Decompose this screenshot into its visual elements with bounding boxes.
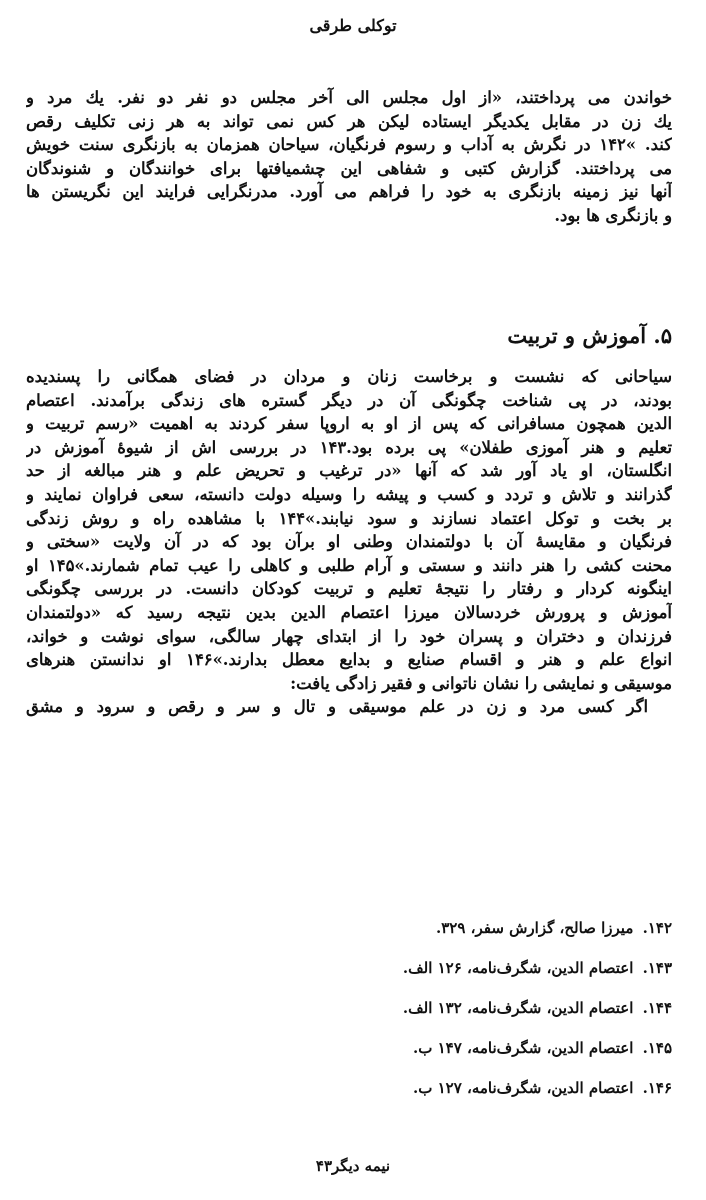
text-line: انواع علم و هنر و اقسام صنایع و بدایع معطل بدارند.»۱۴۶ او ندانستن هنرهای: [26, 650, 672, 670]
text-line: محنت کشی را هنر دانند و سستی و آرام طلبی و کاهلی را عیب تمام شمارند.»۱۴۵ او: [26, 555, 672, 575]
footnote-text: اعتصام الدین، شگرف‌نامه، ۱۲۶ الف.: [402, 959, 634, 977]
text-line: بر بخت و توکل اعتماد نسازند و سود نیابند.»۱۴۴ با مشاهده راه و روش زندگی: [26, 508, 672, 528]
text-line: موسیقی و نمایشی را نشان ناتوانی و فقیر زادگی یافت:: [290, 673, 672, 693]
footnotes: [26, 908, 672, 1108]
section-heading: ۵. آموزش و تربیت: [507, 323, 672, 348]
footnote-number: ۱۴۶.: [642, 1079, 672, 1097]
footnote: [26, 988, 672, 1028]
footnote-number: ۱۴۵.: [642, 1039, 672, 1057]
text-line: انگلستان، او یاد آور شد که آنها «در ترغیب و تحریض علم و هنر مبالغه از حد: [26, 461, 672, 481]
text-line: اینگونه کردار و رفتار را نتیجهٔ تعلیم و تربیت کودکان دانست. در بررسی چگونگی: [26, 579, 672, 599]
text-line: تعلیم و هنر آموزی طفلان» پی برده بود.۱۴۳ در بررسی اش از شیوهٔ آموزش در: [26, 437, 672, 457]
text-line: آنها نیز زمینه بازنگری به خود را فراهم می آورد. مدرنگرایی فرایند این نگریستن ها: [26, 182, 672, 202]
text-line: می پرداختند. گزارش کتبی و شفاهی این چشمیافتها برای خوانندگان و شنوندگان: [26, 158, 672, 178]
text-line: یك زن در مقابل یکدیگر ایستاده لیکن هر کس نمی تواند به هر زنی تکلیف رقص: [26, 111, 672, 131]
footnote-text: میرزا صالح، گزارش سفر، ۳۲۹.: [436, 919, 634, 937]
footnote: [26, 948, 672, 988]
footnote-number: ۱۴۲.: [642, 919, 672, 937]
footnote: [26, 908, 672, 948]
running-head: توکلی طرقی: [309, 16, 397, 35]
text-line: بودند، در پی شناخت چگونگی آن در دیگر گستره های زندگی برآمدند. اعتصام: [26, 390, 672, 410]
text-line: فرنگیان و مقایسهٔ آن با دولتمندان وطنی او برآن بود که در آن ولایت «سختی و: [26, 532, 672, 552]
footnote-number: ۱۴۴.: [642, 999, 672, 1017]
text-line: کند. »۱۴۲ در نگرش به آداب و رسوم فرنگیان، سیاحان همزمان به بازنگری سنت خویش: [26, 135, 672, 155]
text-line: سیاحانی که نشست و برخاست زنان و مردان در فضای همگانی را پسندیده: [26, 367, 672, 386]
footnote-number: ۱۴۳.: [642, 959, 672, 977]
footnote-text: اعتصام الدین، شگرف‌نامه، ۱۴۷ ب.: [413, 1039, 634, 1057]
text-line: خواندن می پرداختند، «از اول مجلس الی آخر مجلس دو نفر دو نفر. یك مرد و: [26, 88, 672, 107]
footnote-text: اعتصام الدین، شگرف‌نامه، ۱۲۷ ب.: [413, 1079, 634, 1097]
footnote: [26, 1028, 672, 1068]
footnote-text: اعتصام الدین، شگرف‌نامه، ۱۳۲ الف.: [402, 999, 634, 1017]
text-line: آموزش و پرورش خردسالان میرزا اعتصام الدین بدین نتیجه رسید که «دولتمندان: [26, 602, 672, 622]
paragraph-education: [26, 365, 672, 719]
quote-line: اگر کسی مرد و زن در علم موسیقی و تال و سر و رقص و سرود و مشق: [26, 697, 648, 717]
footnote: [26, 1068, 672, 1108]
text-line: و بازنگری ها بود.: [554, 205, 672, 225]
page-folio: نیمه دیگر۴۳: [315, 1157, 391, 1175]
text-line: الدین همچون مسافرانی که پس از او به اروپا سفر کردند به اهمیت «رسم تربیت و: [26, 414, 672, 434]
text-line: فرزندان و دختران و پسران خود را از ابتدای چهار سالگی، سوای نوشت و خواند،: [26, 626, 672, 646]
paragraph-intro: [26, 86, 672, 228]
text-line: گذرانند و تلاش و تردد و کسب و پیشه را وسیله دولت دانسته، سعی فراوان نمایند و: [26, 484, 672, 504]
